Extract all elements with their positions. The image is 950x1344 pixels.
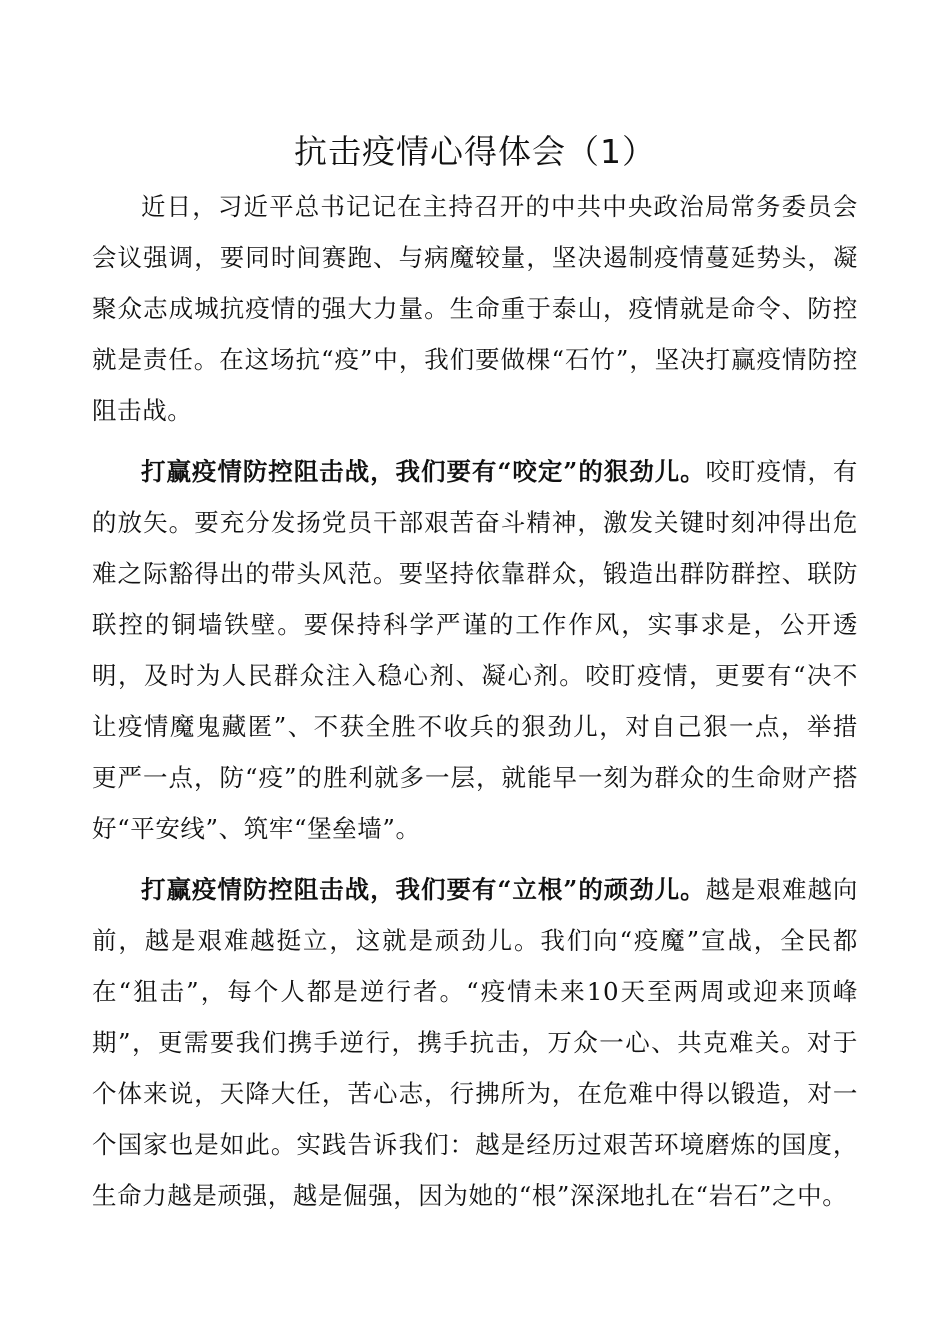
paragraph-lead: 打赢疫情防控阻击战，我们要有“咬定”的狠劲儿。 [141, 457, 706, 486]
document-page [92, 128, 858, 1221]
paragraph-bite-firm [92, 446, 858, 854]
paragraph-intro [92, 181, 858, 436]
paragraph-body: 近日，习近平总书记记在主持召开的中共中央政治局常务委员会会议强调，要同时间赛跑、与病魔较量，坚决遏制疫情蔓延势头，凝聚众志成城抗疫情的强大力量。生命重于泰山，疫情就是命令、防控就是责任。在这场抗“疫”中，我们要做棵“石竹”，坚决打赢疫情防控阻击战。 [92, 192, 858, 425]
paragraph-body: 越是艰难越向前，越是艰难越挺立，这就是顽劲儿。我们向“疫魔”宣战，全民都在“狙击”，每个人都是逆行者。“疫情未来10天至两周或迎来顶峰期”，更需要我们携手逆行，携手抗击，万众一心、共克难关。对于个体来说，天降大任，苦心志，行拂所为，在危难中得以锻造，对一个国家也是如此。实践告诉我们：越是经历过艰苦环境磨炼的国度，生命力越是顽强，越是倔强，因为她的“根”深深地扎在“岩石”之中。 [92, 875, 858, 1210]
paragraph-lead: 打赢疫情防控阻击战，我们要有“立根”的顽劲儿。 [141, 875, 706, 904]
page-title: 抗击疫情心得体会（1） [294, 132, 656, 171]
paragraph-take-root [92, 864, 858, 1221]
paragraph-body: 咬盯疫情，有的放矢。要充分发扬党员干部艰苦奋斗精神，激发关键时刻冲得出危难之际豁得出的带头风范。要坚持依靠群众，锻造出群防群控、联防联控的铜墙铁壁。要保持科学严谨的工作作风，实事求是，公开透明，及时为人民群众注入稳心剂、凝心剂。咬盯疫情，更要有“决不让疫情魔鬼藏匿”、不获全胜不收兵的狠劲儿，对自己狠一点，举措更严一点，防“疫”的胜利就多一层，就能早一刻为群众的生命财产搭好“平安线”、筑牢“堡垒墙”。 [92, 457, 858, 843]
